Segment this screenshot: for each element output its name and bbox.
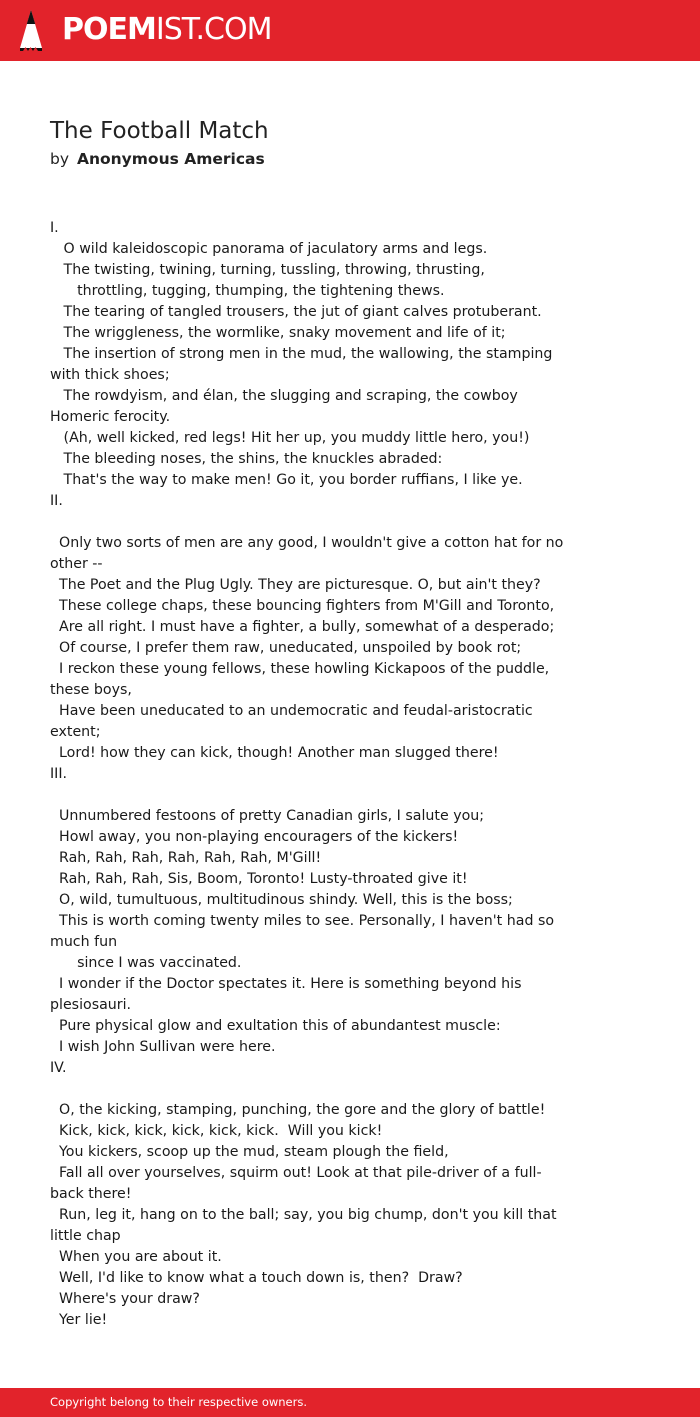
poem-line: IV. (50, 1060, 67, 1076)
poem-line: This is worth coming twenty miles to see. Personally, I haven't had so much fun (50, 913, 559, 950)
poem-title: The Football Match (50, 118, 269, 144)
poem-line: Of course, I prefer them raw, uneducated, unspoiled by book rot; (50, 640, 522, 656)
poem-line: (Ah, well kicked, red legs! Hit her up, you muddy little hero, you!) (50, 430, 530, 446)
poem-line: O wild kaleidoscopic panorama of jaculatory arms and legs. (50, 241, 488, 257)
poem-line: Fall all over yourselves, squirm out! Look at that pile-driver of a full-back there! (50, 1165, 542, 1202)
poem-line: I. (50, 220, 59, 236)
poem-line: The tearing of tangled trousers, the jut of giant calves protuberant. (50, 304, 542, 320)
poem-line: Unnumbered festoons of pretty Canadian girls, I salute you; (50, 808, 485, 824)
poem-line: The insertion of strong men in the mud, the wallowing, the stamping with thick shoes; (50, 346, 557, 383)
poem-line: The twisting, twining, turning, tussling, throwing, thrusting, (50, 262, 485, 278)
poem-line: Rah, Rah, Rah, Rah, Rah, Rah, M'Gill! (50, 850, 322, 866)
poem-line: The rowdyism, and élan, the slugging and scraping, the cowboy Homeric ferocity. (50, 388, 523, 425)
pencil-logo-icon[interactable] (17, 8, 45, 56)
brand-light-text: IST.COM (155, 12, 272, 47)
poem-line: Lord! how they can kick, though! Another man slugged there! (50, 745, 499, 761)
poem-line: III. (50, 766, 68, 782)
poem-line: The wriggleness, the wormlike, snaky movement and life of it; (50, 325, 506, 341)
by-label: by (50, 150, 70, 168)
poem-line: since I was vaccinated. (50, 955, 242, 971)
poem-line: Well, I'd like to know what a touch down is, then? Draw? (50, 1270, 463, 1286)
poem-line: O, wild, tumultuous, multitudinous shindy. Well, this is the boss; (50, 892, 513, 908)
site-footer (0, 1388, 700, 1417)
poem-line: I wonder if the Doctor spectates it. Here is something beyond his plesiosauri. (50, 976, 526, 1013)
poem-line: Yer lie! (50, 1312, 108, 1328)
copyright-text: Copyright belong to their respective owners. (50, 1395, 308, 1409)
byline (50, 148, 265, 170)
poem-line: You kickers, scoop up the mud, steam plough the field, (50, 1144, 449, 1160)
poem-line: The Poet and the Plug Ugly. They are picturesque. O, but ain't they? (50, 577, 541, 593)
site-logo-link[interactable] (62, 13, 271, 47)
poem-line (50, 785, 575, 806)
author-name[interactable]: Anonymous Americas (76, 150, 265, 168)
brand-bold-text: POEM (62, 12, 156, 47)
poem-line: When you are about it. (50, 1249, 222, 1265)
poem-line: Howl away, you non-playing encouragers of the kickers! (50, 829, 459, 845)
poem-line: Run, leg it, hang on to the ball; say, you big chump, don't you kill that little chap (50, 1207, 562, 1244)
poem-line: throttling, tugging, thumping, the tightening thews. (50, 283, 445, 299)
poem-line: II. (50, 493, 63, 509)
poem-line: These college chaps, these bouncing fighters from M'Gill and Toronto, (50, 598, 555, 614)
poem-line: Are all right. I must have a fighter, a bully, somewhat of a desperado; (50, 619, 555, 635)
poem-line: That's the way to make men! Go it, you border ruffians, I like ye. (50, 472, 523, 488)
site-header (0, 0, 700, 61)
poem-body (50, 218, 575, 1331)
poem-line: Have been uneducated to an undemocratic and feudal-aristocratic extent; (50, 703, 538, 740)
poem-line: I wish John Sullivan were here. (50, 1039, 276, 1055)
poem-line: Rah, Rah, Rah, Sis, Boom, Toronto! Lusty-throated give it! (50, 871, 468, 887)
poem-line: I reckon these young fellows, these howling Kickapoos of the puddle, these boys, (50, 661, 554, 698)
poem-line (50, 512, 575, 533)
poem-line: Kick, kick, kick, kick, kick, kick. Will you kick! (50, 1123, 383, 1139)
poem-line: Only two sorts of men are any good, I wouldn't give a cotton hat for no other -- (50, 535, 568, 572)
poem-line: O, the kicking, stamping, punching, the gore and the glory of battle! (50, 1102, 546, 1118)
poem-line: Pure physical glow and exultation this of abundantest muscle: (50, 1018, 501, 1034)
poem-line (50, 1079, 575, 1100)
poem-line: Where's your draw? (50, 1291, 200, 1307)
poem-line: The bleeding noses, the shins, the knuckles abraded: (50, 451, 443, 467)
